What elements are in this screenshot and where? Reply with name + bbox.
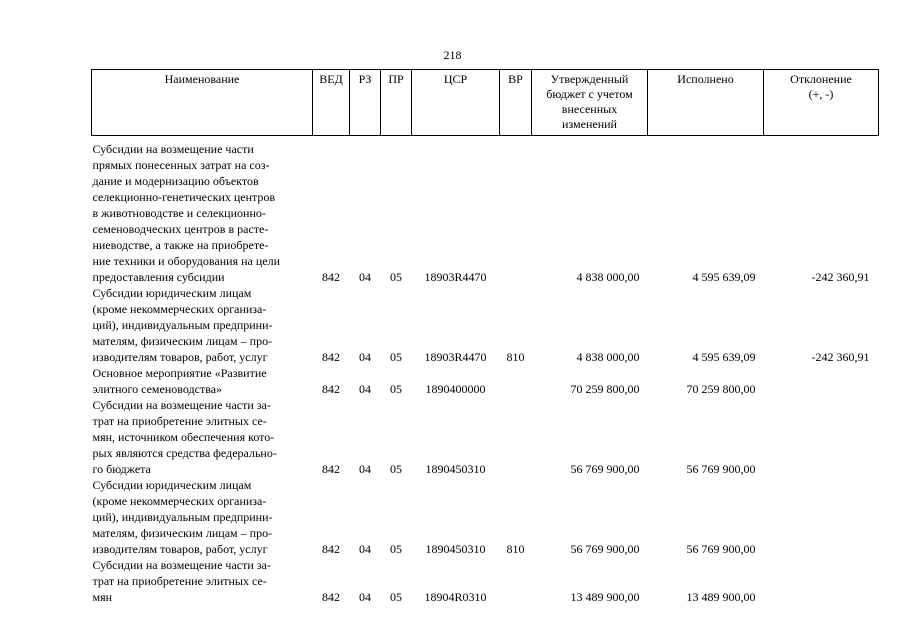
header-approved-budget	[532, 70, 648, 136]
cell-executed: 56 769 900,00	[686, 542, 756, 556]
header-pr: ПР	[381, 70, 412, 136]
table-header	[92, 70, 879, 136]
cell-name-line: ций), индивидуальным предприни-	[92, 318, 273, 332]
cell-executed: 56 769 900,00	[686, 462, 756, 476]
cell-vr: 810	[506, 350, 525, 364]
cell-pr: 05	[390, 590, 402, 604]
cell-csr: 18904R0310	[424, 590, 487, 604]
cell-name-line: селекционно-генетических центров	[92, 190, 276, 204]
cell-csr: 1890450310	[425, 462, 486, 476]
header-csr: ЦСР	[412, 70, 500, 136]
header-approved-line: бюджет с учетом	[546, 87, 633, 101]
cell-rz: 04	[359, 270, 371, 284]
header-row	[92, 70, 879, 136]
header-approved-line: Утвержденный	[550, 72, 629, 86]
cell-name-line: семеноводческих центров в расте-	[92, 222, 269, 236]
cell-ved: 842	[322, 542, 340, 556]
cell-executed: 4 595 639,09	[692, 350, 756, 364]
header-vr: ВР	[500, 70, 532, 136]
cell-name-line: Основное мероприятие «Развитие	[92, 366, 267, 380]
cell-rz: 04	[359, 350, 371, 364]
header-deviation	[764, 70, 879, 136]
cell-approved-budget: 56 769 900,00	[570, 542, 640, 556]
cell-vr	[500, 365, 532, 397]
cell-vr: 810	[506, 542, 525, 556]
page-number: 218	[443, 48, 462, 62]
cell-name-line: трат на приобретение элитных се-	[92, 414, 267, 428]
header-approved-line: изменений	[562, 117, 617, 131]
cell-name-line: Субсидии на возмещение части за-	[92, 398, 271, 412]
cell-ved: 842	[322, 590, 340, 604]
cell-name-line: в животноводстве и селекционно-	[92, 206, 266, 220]
cell-pr: 05	[390, 382, 402, 396]
cell-name-line: прямых понесенных затрат на соз-	[92, 158, 270, 172]
header-rz: РЗ	[350, 70, 381, 136]
table-row	[92, 365, 879, 397]
cell-csr: 1890450310	[425, 542, 486, 556]
cell-csr: 18903R4470	[424, 270, 487, 284]
cell-name-line: дание и модернизацию объектов	[92, 174, 259, 188]
cell-executed: 4 595 639,09	[692, 270, 756, 284]
cell-approved-budget: 70 259 800,00	[570, 382, 640, 396]
cell-pr: 05	[390, 270, 402, 284]
cell-deviation: -242 360,91	[811, 270, 870, 284]
cell-name-line: (кроме некоммерческих организа-	[92, 302, 267, 316]
cell-deviation	[764, 365, 879, 397]
cell-name-line: трат на приобретение элитных се-	[92, 574, 267, 588]
header-approved-line: внесенных	[561, 102, 618, 116]
cell-name-line: рых являются средства федерально-	[92, 446, 277, 460]
cell-executed: 70 259 800,00	[686, 382, 756, 396]
cell-rz: 04	[359, 462, 371, 476]
cell-name	[92, 136, 313, 286]
cell-csr: 1890400000	[425, 382, 486, 396]
cell-name-line: ций), индивидуальным предприни-	[92, 510, 273, 524]
cell-name-line: мян, источником обеспечения кото-	[92, 430, 275, 444]
cell-rz: 04	[359, 590, 371, 604]
cell-vr	[500, 136, 532, 286]
table-row	[92, 285, 879, 365]
cell-deviation	[764, 557, 879, 605]
cell-name	[92, 285, 313, 365]
cell-name-line: Субсидии юридическим лицам	[92, 286, 252, 300]
cell-name	[92, 397, 313, 477]
cell-name-line: Субсидии юридическим лицам	[92, 478, 252, 492]
cell-name-line: предоставления субсидии	[92, 270, 225, 284]
cell-name	[92, 365, 313, 397]
cell-pr: 05	[390, 542, 402, 556]
cell-name	[92, 477, 313, 557]
cell-rz: 04	[359, 382, 371, 396]
header-deviation-line: (+, -)	[808, 87, 834, 101]
cell-name-line: ние техники и оборудования на цели	[92, 254, 280, 268]
cell-name-line: изводителям товаров, работ, услуг	[92, 542, 268, 556]
cell-deviation	[764, 477, 879, 557]
cell-name-line: мян	[92, 590, 113, 604]
table-body	[92, 136, 879, 606]
budget-execution-table	[91, 69, 879, 605]
table-row	[92, 477, 879, 557]
header-ved: ВЕД	[313, 70, 350, 136]
cell-name-line: ниеводстве, а также на приобрете-	[92, 238, 269, 252]
cell-deviation: -242 360,91	[811, 350, 870, 364]
table-row	[92, 397, 879, 477]
cell-deviation	[764, 397, 879, 477]
cell-pr: 05	[390, 462, 402, 476]
cell-ved: 842	[322, 350, 340, 364]
cell-pr: 05	[390, 350, 402, 364]
cell-csr: 18903R4470	[424, 350, 487, 364]
cell-name-line: изводителям товаров, работ, услуг	[92, 350, 268, 364]
cell-name-line: (кроме некоммерческих организа-	[92, 494, 267, 508]
header-name: Наименование	[92, 70, 313, 136]
cell-name-line: мателям, физическим лицам – про-	[92, 334, 273, 348]
cell-executed: 13 489 900,00	[686, 590, 756, 604]
cell-name-line: Субсидии на возмещение части	[92, 142, 254, 156]
cell-approved-budget: 56 769 900,00	[570, 462, 640, 476]
cell-name-line: мателям, физическим лицам – про-	[92, 526, 273, 540]
cell-rz: 04	[359, 542, 371, 556]
cell-name-line: элитного семеноводства»	[92, 382, 223, 396]
cell-approved-budget: 4 838 000,00	[576, 350, 640, 364]
cell-vr	[500, 397, 532, 477]
header-executed: Исполнено	[648, 70, 764, 136]
cell-ved: 842	[322, 462, 340, 476]
header-deviation-line: Отклонение	[790, 72, 852, 86]
table-row	[92, 136, 879, 286]
cell-name-line: го бюджета	[92, 462, 151, 476]
cell-approved-budget: 13 489 900,00	[570, 590, 640, 604]
cell-name	[92, 557, 313, 605]
cell-name-line: Субсидии на возмещение части за-	[92, 558, 271, 572]
table-row	[92, 557, 879, 605]
cell-ved: 842	[322, 382, 340, 396]
cell-vr	[500, 557, 532, 605]
cell-ved: 842	[322, 270, 340, 284]
cell-approved-budget: 4 838 000,00	[576, 270, 640, 284]
